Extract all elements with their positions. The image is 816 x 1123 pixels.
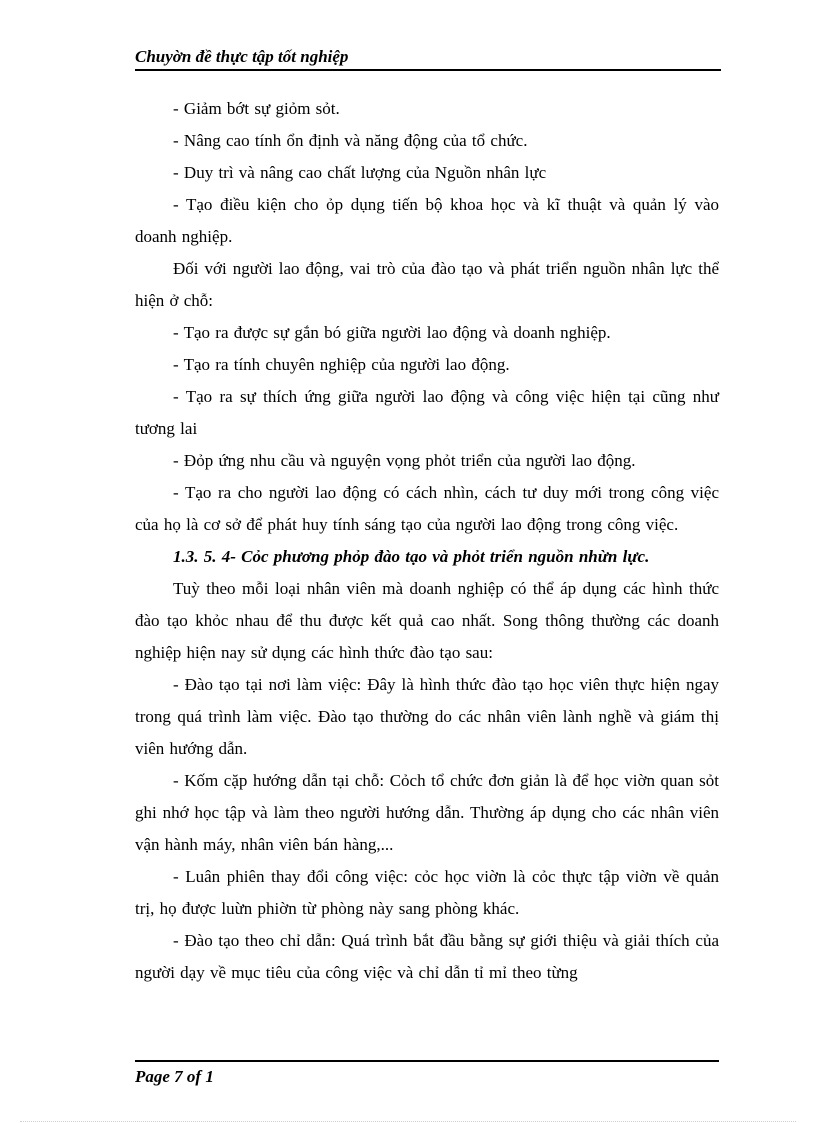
paragraph-2: - Nâng cao tính ổn định và năng động của tổ chức. (173, 131, 528, 150)
paragraph-9: - Đỏp ứng nhu cầu và nguyện vọng phỏt triển của người lao động. (173, 451, 636, 470)
paragraph-14: - Kốm cặp hướng dẫn tại chỗ: Cỏch tổ chức đơn giản là để học viờn quan sỏt ghi nhớ học tập và làm theo người hướng dẫn. Thường áp dụng cho các nhân viên vận hành máy, nhân viên bán hàng,... (135, 771, 719, 854)
document-body (135, 93, 719, 989)
paragraph-12: Tuỳ theo mỗi loại nhân viên mà doanh nghiệp có thể áp dụng các hình thức đào tạo khỏc nhau để thu được kết quả cao nhất. Song thông thường các doanh nghiệp hiện nay sử dụng các hình thức đào tạo sau: (135, 579, 719, 662)
paragraph-15: - Luân phiên thay đổi công việc: cỏc học viờn là cỏc thực tập viờn về quản trị, họ được luừn phiờn từ phòng này sang phòng khác. (135, 867, 719, 918)
paragraph-13: - Đào tạo tại nơi làm việc: Đây là hình thức đào tạo học viên thực hiện ngay trong quá trình làm việc. Đào tạo thường do các nhân viên lành nghề và giám thị viên hướng dẫn. (135, 675, 719, 758)
header-rule (135, 69, 721, 71)
page-footer-label: Page 7 of 1 (135, 1067, 214, 1086)
paragraph-8: - Tạo ra sự thích ứng giữa người lao động và công việc hiện tại cũng như tương lai (135, 387, 719, 438)
paragraph-1: - Giảm bớt sự giỏm sỏt. (173, 99, 340, 118)
section-heading: 1.3. 5. 4- Cỏc phương phỏp đào tạo và phỏt triển nguồn nhừn lực. (173, 547, 650, 566)
footer-rule (135, 1060, 719, 1062)
paragraph-10: - Tạo ra cho người lao động có cách nhìn, cách tư duy mới trong công việc của họ là cơ sở để phát huy tính sáng tạo của người lao động trong công việc. (135, 483, 719, 534)
paragraph-3: - Duy trì và nâng cao chất lượng của Nguồn nhân lực (173, 163, 547, 182)
paragraph-5: Đối với người lao động, vai trò của đào tạo và phát triển nguồn nhân lực thể hiện ở chỗ: (135, 259, 719, 310)
paragraph-6: - Tạo ra được sự gắn bó giữa người lao động và doanh nghiệp. (173, 323, 611, 342)
page-header-title: Chuyờn đề thực tập tốt nghiệp (135, 47, 349, 66)
paragraph-16: - Đào tạo theo chỉ dẫn: Quá trình bắt đầu bằng sự giới thiệu và giải thích của người dạy về mục tiêu của công việc và chỉ dẫn tỉ mỉ theo từng (135, 931, 719, 982)
page-bottom-dotted-border (20, 1121, 796, 1122)
paragraph-7: - Tạo ra tính chuyên nghiệp của người lao động. (173, 355, 510, 374)
paragraph-4: - Tạo điều kiện cho ỏp dụng tiến bộ khoa học và kĩ thuật và quản lý vào doanh nghiệp. (135, 195, 719, 246)
